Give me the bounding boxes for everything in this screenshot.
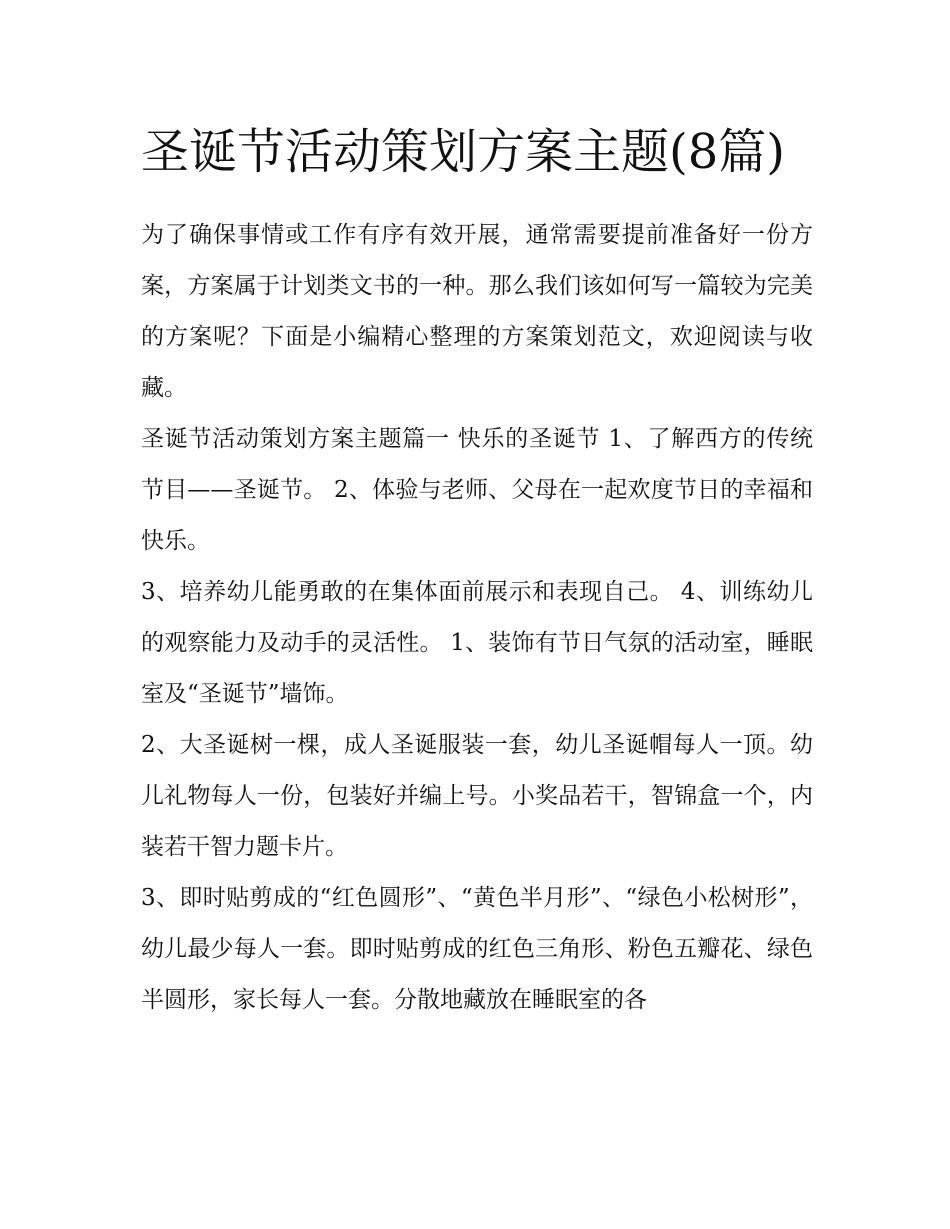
document-title: 圣诞节活动策划方案主题(8篇) <box>141 124 785 180</box>
document-page <box>141 112 813 1026</box>
paragraph-intro: 为了确保事情或工作有序有效开展，通常需要提前准备好一份方案，方案属于计划类文书的一种。那么我们该如何写一篇较为完美的方案呢？下面是小编精心整理的方案策划范文，欢迎阅读与收藏。 <box>141 222 813 401</box>
paragraph-plan-one: 圣诞节活动策划方案主题篇一 快乐的圣诞节 1、了解西方的传统节目——圣诞节。 2、体验与老师、父母在一起欢度节日的幸福和快乐。 <box>141 426 813 554</box>
paragraph-stickers: 3、即时贴剪成的“红色圆形”、“黄色半月形”、“绿色小松树形”，幼儿最少每人一套。即时贴剪成的红色三角形、粉色五瓣花、绿色半圆形，家长每人一套。分散地藏放在睡眠室的各 <box>141 885 813 1013</box>
paragraph-goals: 3、培养幼儿能勇敢的在集体面前展示和表现自己。 4、训练幼儿的观察能力及动手的灵活性。 1、装饰有节日气氛的活动室，睡眠室及“圣诞节”墙饰。 <box>141 579 813 707</box>
paragraph-materials: 2、大圣诞树一棵，成人圣诞服装一套，幼儿圣诞帽每人一顶。幼儿礼物每人一份，包装好并编上号。小奖品若干，智锦盒一个，内装若干智力题卡片。 <box>141 732 813 860</box>
